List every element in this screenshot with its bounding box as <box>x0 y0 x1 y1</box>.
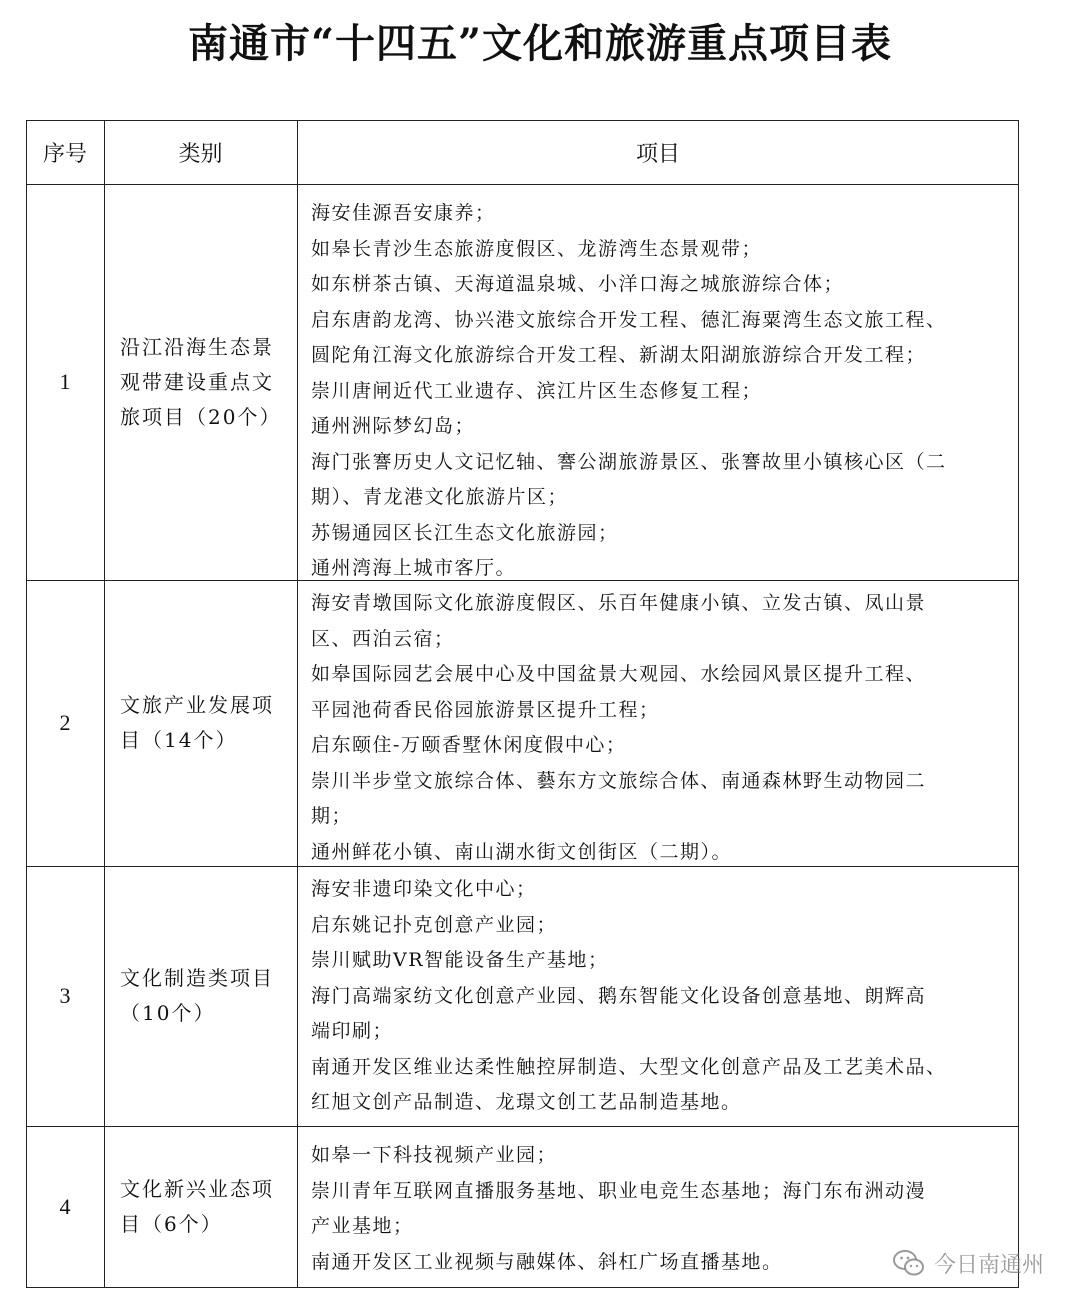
header-category: 类别 <box>178 141 223 167</box>
project-line: 产业基地； <box>311 1215 414 1237</box>
row-number: 1 <box>59 369 71 394</box>
project-line: 期）、青龙港文化旅游片区； <box>311 486 569 508</box>
category-line: （10个） <box>120 1001 216 1025</box>
project-line: 崇川青年互联网直播服务基地、职业电竞生态基地；海门东布洲动漫 <box>311 1179 927 1202</box>
row-category <box>104 1126 297 1288</box>
project-line: 海门高端家纺文化创意产业园、鹅东智能文化设备创意基地、朗辉高 <box>311 984 927 1007</box>
project-line: 如皋长青沙生态旅游度假区、龙游湾生态景观带； <box>311 237 763 260</box>
row-category <box>104 580 297 866</box>
row-projects <box>297 866 1019 1126</box>
header-serial-number: 序号 <box>42 141 87 167</box>
row-projects <box>297 580 1019 866</box>
row-number: 4 <box>59 1194 71 1219</box>
category-line: 目（14个） <box>120 728 238 752</box>
project-line: 红旭文创产品制造、龙璟文创工艺品制造基地。 <box>311 1091 742 1113</box>
category-line: 文旅产业发展项 <box>120 693 274 717</box>
project-line: 圆陀角江海文化旅游综合开发工程、新湖太阳湖旅游综合开发工程； <box>311 344 927 366</box>
project-line: 苏锡通园区长江生态文化旅游园； <box>311 521 619 544</box>
page-title: 南通市“十四五”文化和旅游重点项目表 <box>187 20 892 67</box>
row-category <box>104 184 297 580</box>
project-line: 通州湾海上城市客厅。 <box>311 557 517 579</box>
project-line: 如皋一下科技视频产业园； <box>311 1144 558 1166</box>
project-line: 平园池荷香民俗园旅游景区提升工程； <box>311 698 660 721</box>
watermark <box>892 1246 1044 1280</box>
category-line: 旅项目（20个） <box>120 404 282 429</box>
row-number: 3 <box>59 983 71 1008</box>
project-line: 南通开发区维业达柔性触控屏制造、大型文化创意产品及工艺美术品、 <box>311 1055 947 1078</box>
project-line: 启东姚记扑克创意产业园； <box>311 913 558 936</box>
category-line: 沿江沿海生态景 <box>120 334 274 359</box>
project-line: 海安佳源吾安康养； <box>311 202 496 224</box>
project-line: 期； <box>311 805 353 827</box>
row-category <box>104 866 297 1126</box>
project-line: 海门张謇历史人文记忆轴、謇公湖旅游景区、张謇故里小镇核心区（二 <box>311 450 947 473</box>
project-line: 启东唐韵龙湾、协兴港文旅综合开发工程、德汇海粟湾生态文旅工程、 <box>311 308 947 331</box>
category-line: 观带建设重点文 <box>120 369 274 394</box>
row-projects <box>297 184 1019 580</box>
category-line: 文化新兴业态项 <box>120 1177 274 1201</box>
project-line: 崇川赋助VR智能设备生产基地； <box>311 949 609 971</box>
project-line: 海安青墩国际文化旅游度假区、乐百年健康小镇、立发古镇、凤山景 <box>311 592 927 614</box>
project-line: 如东栟茶古镇、天海道温泉城、小洋口海之城旅游综合体； <box>311 273 845 295</box>
wechat-icon <box>892 1248 926 1278</box>
project-line: 启东颐住-万颐香墅休闲度假中心； <box>311 734 627 756</box>
row-number: 2 <box>59 710 71 735</box>
project-line: 海安非遗印染文化中心； <box>311 878 537 900</box>
watermark-text: 今日南通州 <box>933 1252 1044 1278</box>
project-line: 南通开发区工业视频与融媒体、斜杠广场直播基地。 <box>311 1250 783 1273</box>
project-line: 端印刷； <box>311 1020 394 1042</box>
category-line: 目（6个） <box>120 1212 223 1236</box>
project-line: 通州鲜花小镇、南山湖水街文创街区（二期）。 <box>311 840 733 863</box>
header-project: 项目 <box>635 141 680 167</box>
project-line: 通州洲际梦幻岛； <box>311 415 476 437</box>
project-line: 崇川唐闸近代工业遗存、滨江片区生态修复工程； <box>311 379 763 402</box>
category-line: 文化制造类项目 <box>120 966 274 990</box>
project-line: 区、西泊云宿； <box>311 627 455 650</box>
project-line: 如皋国际园艺会展中心及中国盆景大观园、水绘园风景区提升工程、 <box>311 663 927 685</box>
project-line: 崇川半步堂文旅综合体、藝东方文旅综合体、南通森林野生动物园二 <box>311 769 927 792</box>
